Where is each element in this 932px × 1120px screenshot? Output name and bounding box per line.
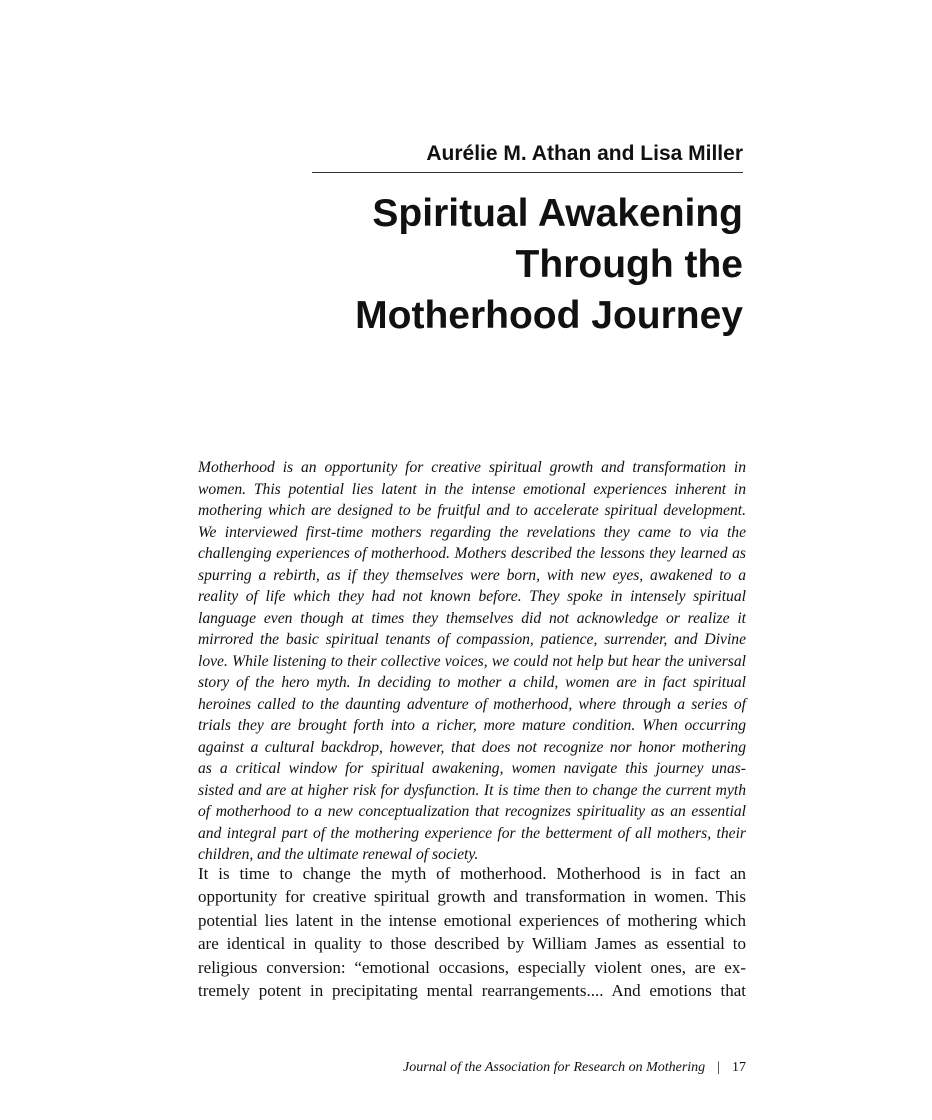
abstract-line: Motherhood is an opportunity for creative spiritual growth and transformation in bbox=[198, 459, 746, 476]
abstract-line: and integral part of the mothering experience for the betterment of all mothers, their bbox=[198, 824, 746, 842]
abstract-line: mothering which are designed to be fruitful and to accelerate spiritual development. bbox=[198, 502, 746, 519]
body-line: potential lies latent in the intense emotional experiences of mothering which bbox=[198, 910, 746, 930]
journal-name: Journal of the Association for Research on Mothering bbox=[403, 1060, 706, 1075]
abstract-line: as a critical window for spiritual awakening, women navigate this journey unas- bbox=[198, 760, 746, 777]
body-line: tremely potent in precipitating mental rearrangements.... And emotions that bbox=[198, 981, 746, 1001]
body-line: opportunity for creative spiritual growth and transformation in women. This bbox=[198, 887, 746, 907]
abstract-line: story of the hero myth. In deciding to mother a child, women are in fact spiritual bbox=[198, 674, 746, 691]
page-footer bbox=[300, 1058, 746, 1078]
footer-separator: | bbox=[717, 1060, 720, 1075]
abstract-line: of motherhood to a new conceptualization that recognizes spirituality as an essential bbox=[198, 803, 746, 820]
abstract-line: language even though at times they themselves did not acknowledge or realize it bbox=[198, 609, 746, 627]
abstract-line: spurring a rebirth, as if they themselves were born, with new eyes, awakened to a bbox=[198, 566, 746, 584]
title-line: Spiritual Awakening bbox=[372, 192, 743, 235]
body-line: It is time to change the myth of motherhood. Motherhood is in fact an bbox=[198, 864, 746, 883]
title-line: Motherhood Journey bbox=[355, 294, 743, 337]
body-line: are identical in quality to those described by William James as essential to bbox=[198, 934, 746, 954]
abstract-line: trials they are brought forth into a richer, more mature condition. When occurring bbox=[198, 717, 746, 734]
abstract-line: children, and the ultimate renewal of society. bbox=[198, 846, 479, 863]
page-number: 17 bbox=[732, 1060, 746, 1075]
abstract-line: sisted and are at higher risk for dysfunction. It is time then to change the current myth bbox=[198, 781, 746, 799]
abstract-line: reality of life which they had not known before. They spoke in intensely spiritual bbox=[198, 588, 746, 605]
abstract-line: love. While listening to their collective voices, we could not help but hear the universal bbox=[198, 652, 746, 670]
abstract-line: challenging experiences of motherhood. Mothers described the lessons they learned as bbox=[198, 545, 746, 562]
author-underline bbox=[312, 172, 743, 173]
body-line: religious conversion: “emotional occasions, especially violent ones, are ex- bbox=[198, 957, 746, 977]
article-title bbox=[260, 188, 743, 341]
author-names: Aurélie M. Athan and Lisa Miller bbox=[426, 142, 743, 165]
abstract-line: mirrored the basic spiritual tenants of compassion, patience, surrender, and Divine bbox=[198, 631, 746, 648]
abstract bbox=[198, 457, 746, 866]
abstract-line: heroines called to the daunting adventure of motherhood, where through a series of bbox=[198, 695, 746, 713]
abstract-line: women. This potential lies latent in the intense emotional experiences inherent in bbox=[198, 480, 746, 498]
abstract-line: We interviewed first-time mothers regarding the revelations they came to via the bbox=[198, 523, 746, 541]
body-text bbox=[198, 862, 746, 1002]
abstract-line: against a cultural backdrop, however, that does not recognize nor honor mothering bbox=[198, 738, 746, 756]
title-line: Through the bbox=[515, 243, 743, 286]
